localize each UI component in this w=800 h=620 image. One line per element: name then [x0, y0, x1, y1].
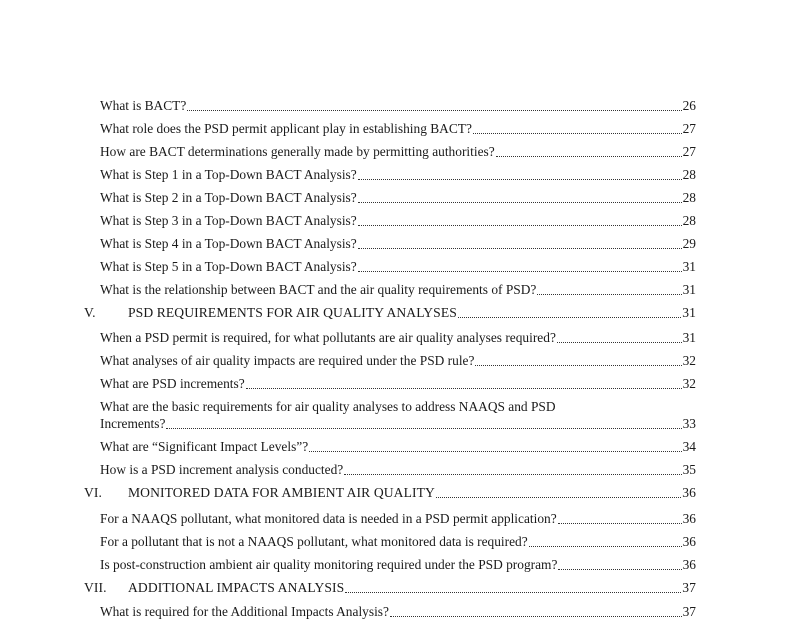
- dot-leader: [309, 451, 681, 452]
- toc-page-number: 36: [682, 485, 696, 500]
- dot-leader: [473, 133, 682, 134]
- toc-page-number: 27: [682, 121, 696, 136]
- toc-page-number: 27: [682, 144, 696, 159]
- dot-leader: [358, 225, 682, 226]
- dot-leader: [358, 271, 682, 272]
- toc-section-heading[interactable]: [84, 305, 696, 321]
- toc-page-number: 32: [682, 353, 696, 368]
- toc-entry[interactable]: [100, 144, 696, 160]
- dot-leader: [529, 546, 682, 547]
- dot-leader: [537, 294, 681, 295]
- section-number: VII.: [84, 580, 107, 595]
- dot-leader: [358, 202, 682, 203]
- toc-page-number: 37: [682, 580, 696, 595]
- toc-entry-text: What is Step 3 in a Top-Down BACT Analysis?: [100, 213, 357, 228]
- toc-entry-text: When a PSD permit is required, for what pollutants are air quality analyses required?: [100, 330, 556, 345]
- section-title: ADDITIONAL IMPACTS ANALYSIS: [128, 580, 345, 595]
- toc-entry[interactable]: [100, 236, 696, 252]
- toc-entry[interactable]: [100, 376, 696, 392]
- toc-entry[interactable]: [100, 534, 696, 550]
- toc-entry-text: Is post-construction ambient air quality monitoring required under the PSD program?: [100, 557, 558, 572]
- section-title: PSD REQUIREMENTS FOR AIR QUALITY ANALYSES: [128, 305, 457, 320]
- toc-entry[interactable]: [100, 330, 696, 346]
- section-number: V.: [84, 305, 96, 320]
- toc-page-number: 29: [682, 236, 696, 251]
- toc-entry-text: How is a PSD increment analysis conducted?: [100, 462, 344, 477]
- toc-entry-text: What is Step 1 in a Top-Down BACT Analysis?: [100, 167, 357, 182]
- dot-leader: [458, 317, 681, 318]
- toc-page-number: 36: [682, 534, 696, 549]
- toc-entry-text: For a NAAQS pollutant, what monitored data is needed in a PSD permit application?: [100, 511, 557, 526]
- toc-page-number: 28: [682, 167, 696, 182]
- toc-entry-text: What is Step 2 in a Top-Down BACT Analysis?: [100, 190, 357, 205]
- toc-entry[interactable]: [100, 190, 696, 206]
- toc-entry-text: What are PSD increments?: [100, 376, 245, 391]
- dot-leader: [166, 428, 681, 429]
- dot-leader: [187, 110, 681, 111]
- toc-entry[interactable]: [100, 259, 696, 275]
- toc-section-heading[interactable]: [84, 485, 696, 501]
- toc-entry[interactable]: [100, 121, 696, 137]
- toc-page-number: 28: [682, 213, 696, 228]
- toc-page-number: 26: [682, 98, 696, 113]
- toc-entry-text: For a pollutant that is not a NAAQS pollutant, what monitored data is required?: [100, 534, 528, 549]
- toc-page-number: 37: [682, 604, 696, 619]
- dot-leader: [436, 497, 681, 498]
- toc-entry[interactable]: [100, 213, 696, 229]
- dot-leader: [557, 342, 682, 343]
- toc-entry-text: What role does the PSD permit applicant play in establishing BACT?: [100, 121, 472, 136]
- toc-entry[interactable]: [100, 557, 696, 573]
- dot-leader: [345, 592, 681, 593]
- toc-page-number: 36: [682, 511, 696, 526]
- toc-entry-text: What are “Significant Impact Levels”?: [100, 439, 309, 454]
- dot-leader: [496, 156, 682, 157]
- toc-entry-text: What is the relationship between BACT and the air quality requirements of PSD?: [100, 282, 537, 297]
- toc-page-number: 28: [682, 190, 696, 205]
- toc-entry[interactable]: [100, 416, 696, 432]
- dot-leader: [358, 179, 682, 180]
- dot-leader: [246, 388, 682, 389]
- dot-leader: [344, 474, 681, 475]
- section-title: MONITORED DATA FOR AMBIENT AIR QUALITY: [128, 485, 435, 500]
- toc-entry-text[interactable]: What are the basic requirements for air quality analyses to address NAAQS and PSD: [100, 399, 556, 414]
- toc-entry-text: How are BACT determinations generally made by permitting authorities?: [100, 144, 495, 159]
- toc-entry[interactable]: [100, 353, 696, 369]
- toc-entry-text: What is Step 4 in a Top-Down BACT Analysis?: [100, 236, 357, 251]
- toc-page-number: 31: [682, 282, 696, 297]
- toc-page-number: 33: [682, 416, 696, 431]
- dot-leader: [390, 616, 682, 617]
- toc-entry[interactable]: [100, 439, 696, 455]
- toc-entry[interactable]: [100, 462, 696, 478]
- toc-entry-text: What analyses of air quality impacts are required under the PSD rule?: [100, 353, 475, 368]
- toc-entry[interactable]: [100, 282, 696, 298]
- toc-entry[interactable]: [100, 511, 696, 527]
- toc-page-number: 32: [682, 376, 696, 391]
- section-number: VI.: [84, 485, 103, 500]
- toc-entry[interactable]: [100, 98, 696, 114]
- dot-leader: [558, 523, 682, 524]
- toc-entry-text: Increments?: [100, 416, 166, 431]
- toc-page-number: 31: [682, 305, 696, 320]
- dot-leader: [558, 569, 681, 570]
- toc-entry-text: What is required for the Additional Impacts Analysis?: [100, 604, 389, 619]
- toc-page-number: 34: [682, 439, 696, 454]
- toc-page-number: 31: [682, 330, 696, 345]
- toc-entry-text: What is Step 5 in a Top-Down BACT Analysis?: [100, 259, 357, 274]
- dot-leader: [475, 365, 681, 366]
- toc-page-number: 35: [682, 462, 696, 477]
- toc-section-heading[interactable]: [84, 580, 696, 596]
- toc-page-number: 31: [682, 259, 696, 274]
- toc-entry-text: What is BACT?: [100, 98, 187, 113]
- toc-page-number: 36: [682, 557, 696, 572]
- toc-entry[interactable]: [100, 167, 696, 183]
- dot-leader: [358, 248, 682, 249]
